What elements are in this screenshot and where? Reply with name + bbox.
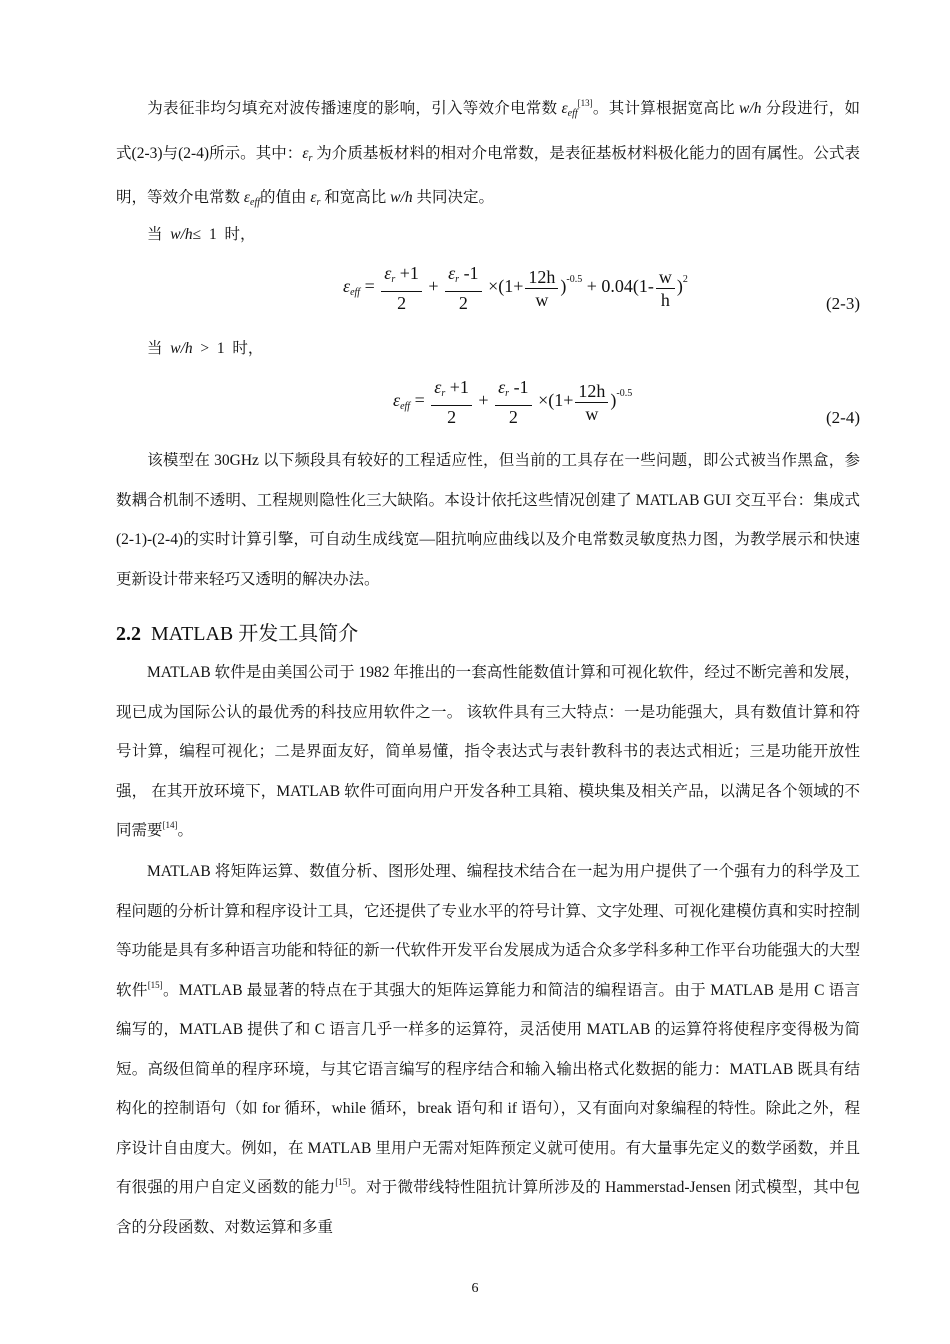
citation-14: [14] (162, 820, 178, 830)
paragraph-matlab-features: MATLAB 将矩阵运算、数值分析、图形处理、编程技术结合在一起为用户提供了一个强有力的科学及工程问题的分析计算和程序设计工具，它还提供了专业水平的符号计算、文字处理、可视化建模仿真和实时控制等功能是具有多种语言功能和特征的新一代软件开发平台发展成为适合众多学科多种工作平台功能强大的大型软件[15]。MATLAB 最显著的特点在于其强大的矩阵运算能力和简洁的编程语言。由于 MATLAB 是用 C 语言编写的，MATLAB 提供了和 C 语言几乎一样多的运算符，灵活使用 MATLAB 的运算符将使程序变得极为简短。高级但简单的程序环境，与其它语言编写的程序结合和输入输出格式化数据的能力：MATLAB 既具有结构化的控制语句（如 for 循环，while 循环，break 语句和 if 语句），又有面向对象编程的特性。除此之外，程序设计自由度大。例如，在 MATLAB 里用户无需对矩阵预定义就可使用。有大量事先定义的数学函数，并且有很强的用户自定义函数的能力[15]。对于微带线特性阻抗计算所涉及的 Hammerstad-Jensen 闭式模型，其中包含的分段函数、对数运算和多重 (116, 863, 861, 1236)
paragraph-matlab-intro: MATLAB 软件是由美国公司于 1982 年推出的一套高性能数值计算和可视化软件，经过不断完善和发展，现已成为国际公认的最优秀的科技应用软件之一。 该软件具有三大特点：一是功能强大，具有数值计算和符号计算，编程可视化；二是界面友好，简单易懂，指令表达式与表针教科书的表达式相近；三是功能开放性强， 在其开放环境下，MATLAB 软件可面向用户开发各种工具箱、模块集及相关产品，以满足各个领域的不同需要[14]。 (116, 664, 860, 839)
fraction-er-minus-1: $\frac{\varepsilon_r -1}{2}$ (445, 262, 482, 314)
page-number: 6 (471, 1281, 479, 1296)
paragraph-effective-permittivity: 为表征非均匀填充对波传播速度的影响，引入等效介电常数 $\varepsilon_{eff}[13]$。其计算根据宽高比 w/h 分段进行，如式(2-3)与(2-4)所示。其中：$\varepsilon_r$ 为介质基板材料的相对介电常数，是表征基板材料极化能力的固有属性。公式表明，等效介电常数 $\varepsilon_{eff}$的值由 $\varepsilon_r$ 和宽高比 w/h 共同决定。 (116, 98, 860, 208)
fraction-er-plus-1: $\frac{\varepsilon_r +1}{2}$ (381, 262, 422, 314)
equation-number-2-4: (2-4) (826, 408, 860, 427)
condition-wh-le-1: 当 w/h≤ 1 时， (147, 226, 256, 243)
fraction-12h-w: $\frac{12h}{w}$ (575, 380, 608, 425)
paragraph-model-limitations: 该模型在 30GHz 以下频段具有较好的工程适应性，但当前的工具存在一些问题，即公式被当作黑盒，参数耦合机制不透明、工程规则隐性化三大缺陷。本设计依托这些情况创建了 MATLAB GUI 交互平台：集成式(2-1)-(2-4)的实时计算引擎，可自动生成线宽—阻抗响应曲线以及介电常数灵敏度热力图，为教学展示和快速更新设计带来轻巧又透明的解决办法。 (116, 452, 860, 588)
fraction-w-h: $\frac{w}{h}$ (656, 266, 675, 311)
citation-13: [13] (577, 98, 593, 108)
fraction-er-plus-1: $\frac{\varepsilon_r +1}{2}$ (431, 376, 472, 428)
fraction-12h-w: $\frac{12h}{w}$ (525, 266, 558, 311)
symbol-eps-eff: ε (561, 100, 568, 117)
equation-number-2-3: (2-3) (826, 294, 860, 313)
condition-wh-gt-1: 当 w/h > 1 时， (147, 340, 264, 357)
equation-2-4: $\varepsilon_{eff}$ = $\frac{\varepsilon_r +1}{2}$ + $\frac{\varepsilon_r -1}{2}$ ×(1+ $\frac{12h}{w}$ )$^{-0.5}$ (393, 377, 633, 427)
citation-15: [15] (147, 979, 163, 990)
fraction-er-minus-1: $\frac{\varepsilon_r -1}{2}$ (495, 376, 532, 428)
section-heading-2-2: 2.2 MATLAB 开发工具简介 (116, 623, 359, 645)
equation-2-3: $\varepsilon_{eff}$ = $\frac{\varepsilon_r +1}{2}$ + $\frac{\varepsilon_r -1}{2}$ ×(1+ $\frac{12h}{w}$ )$^{-0.5}$ + 0.04(1- $\frac{w}{h}$ )$^2$ (343, 263, 688, 313)
citation-15: [15] (335, 1177, 351, 1187)
